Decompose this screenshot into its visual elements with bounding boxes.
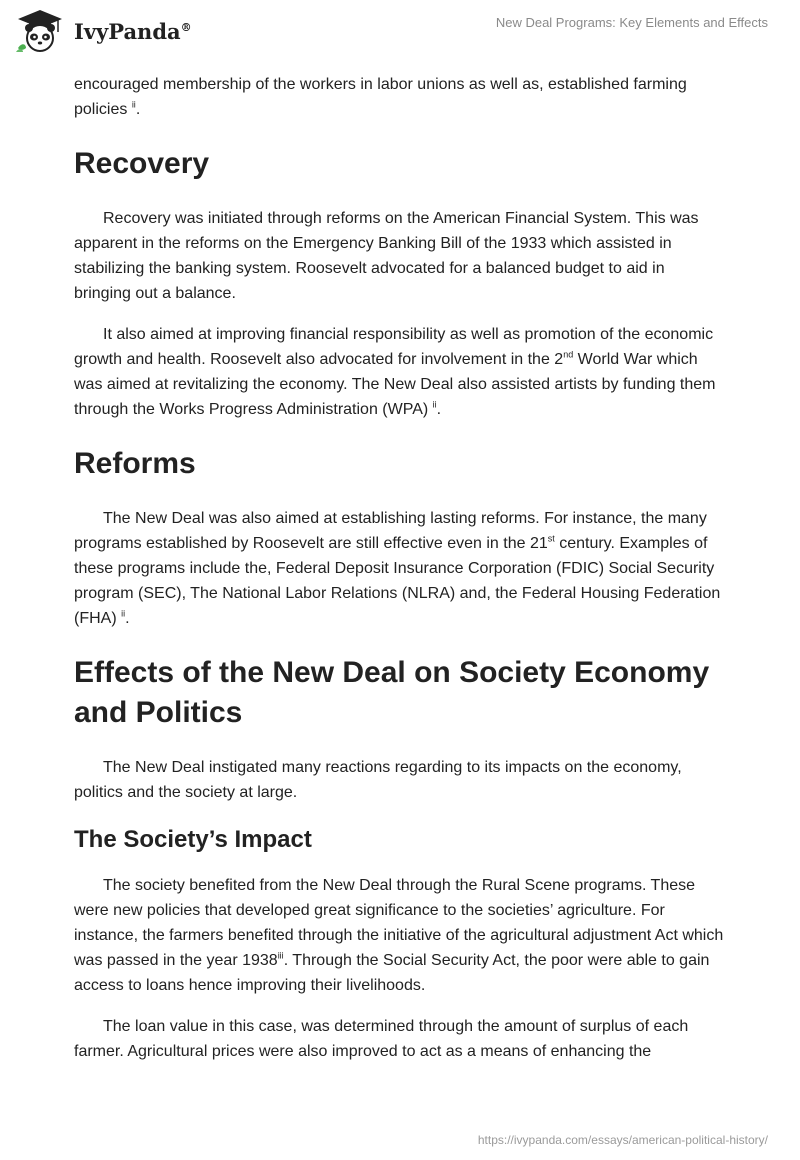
footnote-ref[interactable]: ii	[131, 99, 136, 110]
society-paragraph-1: The society benefited from the New Deal through the Rural Scene programs. These were new policies that developed great significance to the societies’ agriculture. For instance, the farmers benefited through the initiative of the agricultural adjustment Act which was passed in the year 1938$^{iii}$. Through the Social Security Act, the poor were able to gain access to loans hence improving their livelihoods.	[74, 877, 724, 994]
logo[interactable]	[14, 8, 192, 54]
source-url[interactable]: https://ivypanda.com/essays/american-political-history/	[477, 1133, 768, 1147]
society-paragraph-2: The loan value in this case, was determined through the amount of surplus of each farmer. Agricultural prices were also improved to act as a means of enhancing the	[74, 1018, 689, 1060]
heading-reforms: Reforms	[74, 447, 196, 480]
heading-recovery: Recovery	[74, 147, 210, 180]
intro-paragraph: encouraged membership of the workers in labor unions as well as, established farming policies $^{ii}$.	[74, 76, 687, 118]
footnote-ref[interactable]: iii	[277, 950, 284, 961]
panda-graduate-icon	[14, 8, 66, 54]
article-body	[74, 72, 724, 1080]
footnote-ref[interactable]: ii	[121, 608, 126, 619]
footnote-ref[interactable]: ii	[432, 399, 437, 410]
recovery-paragraph-2: It also aimed at improving financial responsibility as well as promotion of the economic growth and health. Roosevelt also advocated for involvement in the 2nd World War which was aimed at revitalizing the economy. The New Deal also assisted artists by funding them through the Works Progress Administration (WPA) $^{ii}$.	[74, 326, 716, 418]
brand-name: IvyPanda®	[74, 18, 192, 44]
heading-effects: Effects of the New Deal on Society Economy and Politics	[74, 656, 710, 729]
recovery-paragraph-1: Recovery was initiated through reforms on the American Financial System. This was apparent in the reforms on the Emergency Banking Bill of the 1933 which assisted in stabilizing the banking system. Roosevelt advocated for a balanced budget to aid in bringing out a balance.	[74, 210, 699, 302]
page-header	[0, 0, 800, 64]
document-title: New Deal Programs: Key Elements and Effects	[495, 15, 768, 30]
reforms-paragraph-1: The New Deal was also aimed at establishing lasting reforms. For instance, the many programs established by Roosevelt are still effective even in the 21st century. Examples of these programs include the, Federal Deposit Insurance Corporation (FDIC) Social Security program (SEC), The National Labor Relations (NLRA) and, the Federal Housing Federation (FHA) $^{ii}$.	[74, 510, 721, 627]
heading-society-impact: The Society’s Impact	[74, 826, 312, 853]
effects-paragraph-1: The New Deal instigated many reactions regarding to its impacts on the economy, politics and the society at large.	[74, 759, 682, 801]
